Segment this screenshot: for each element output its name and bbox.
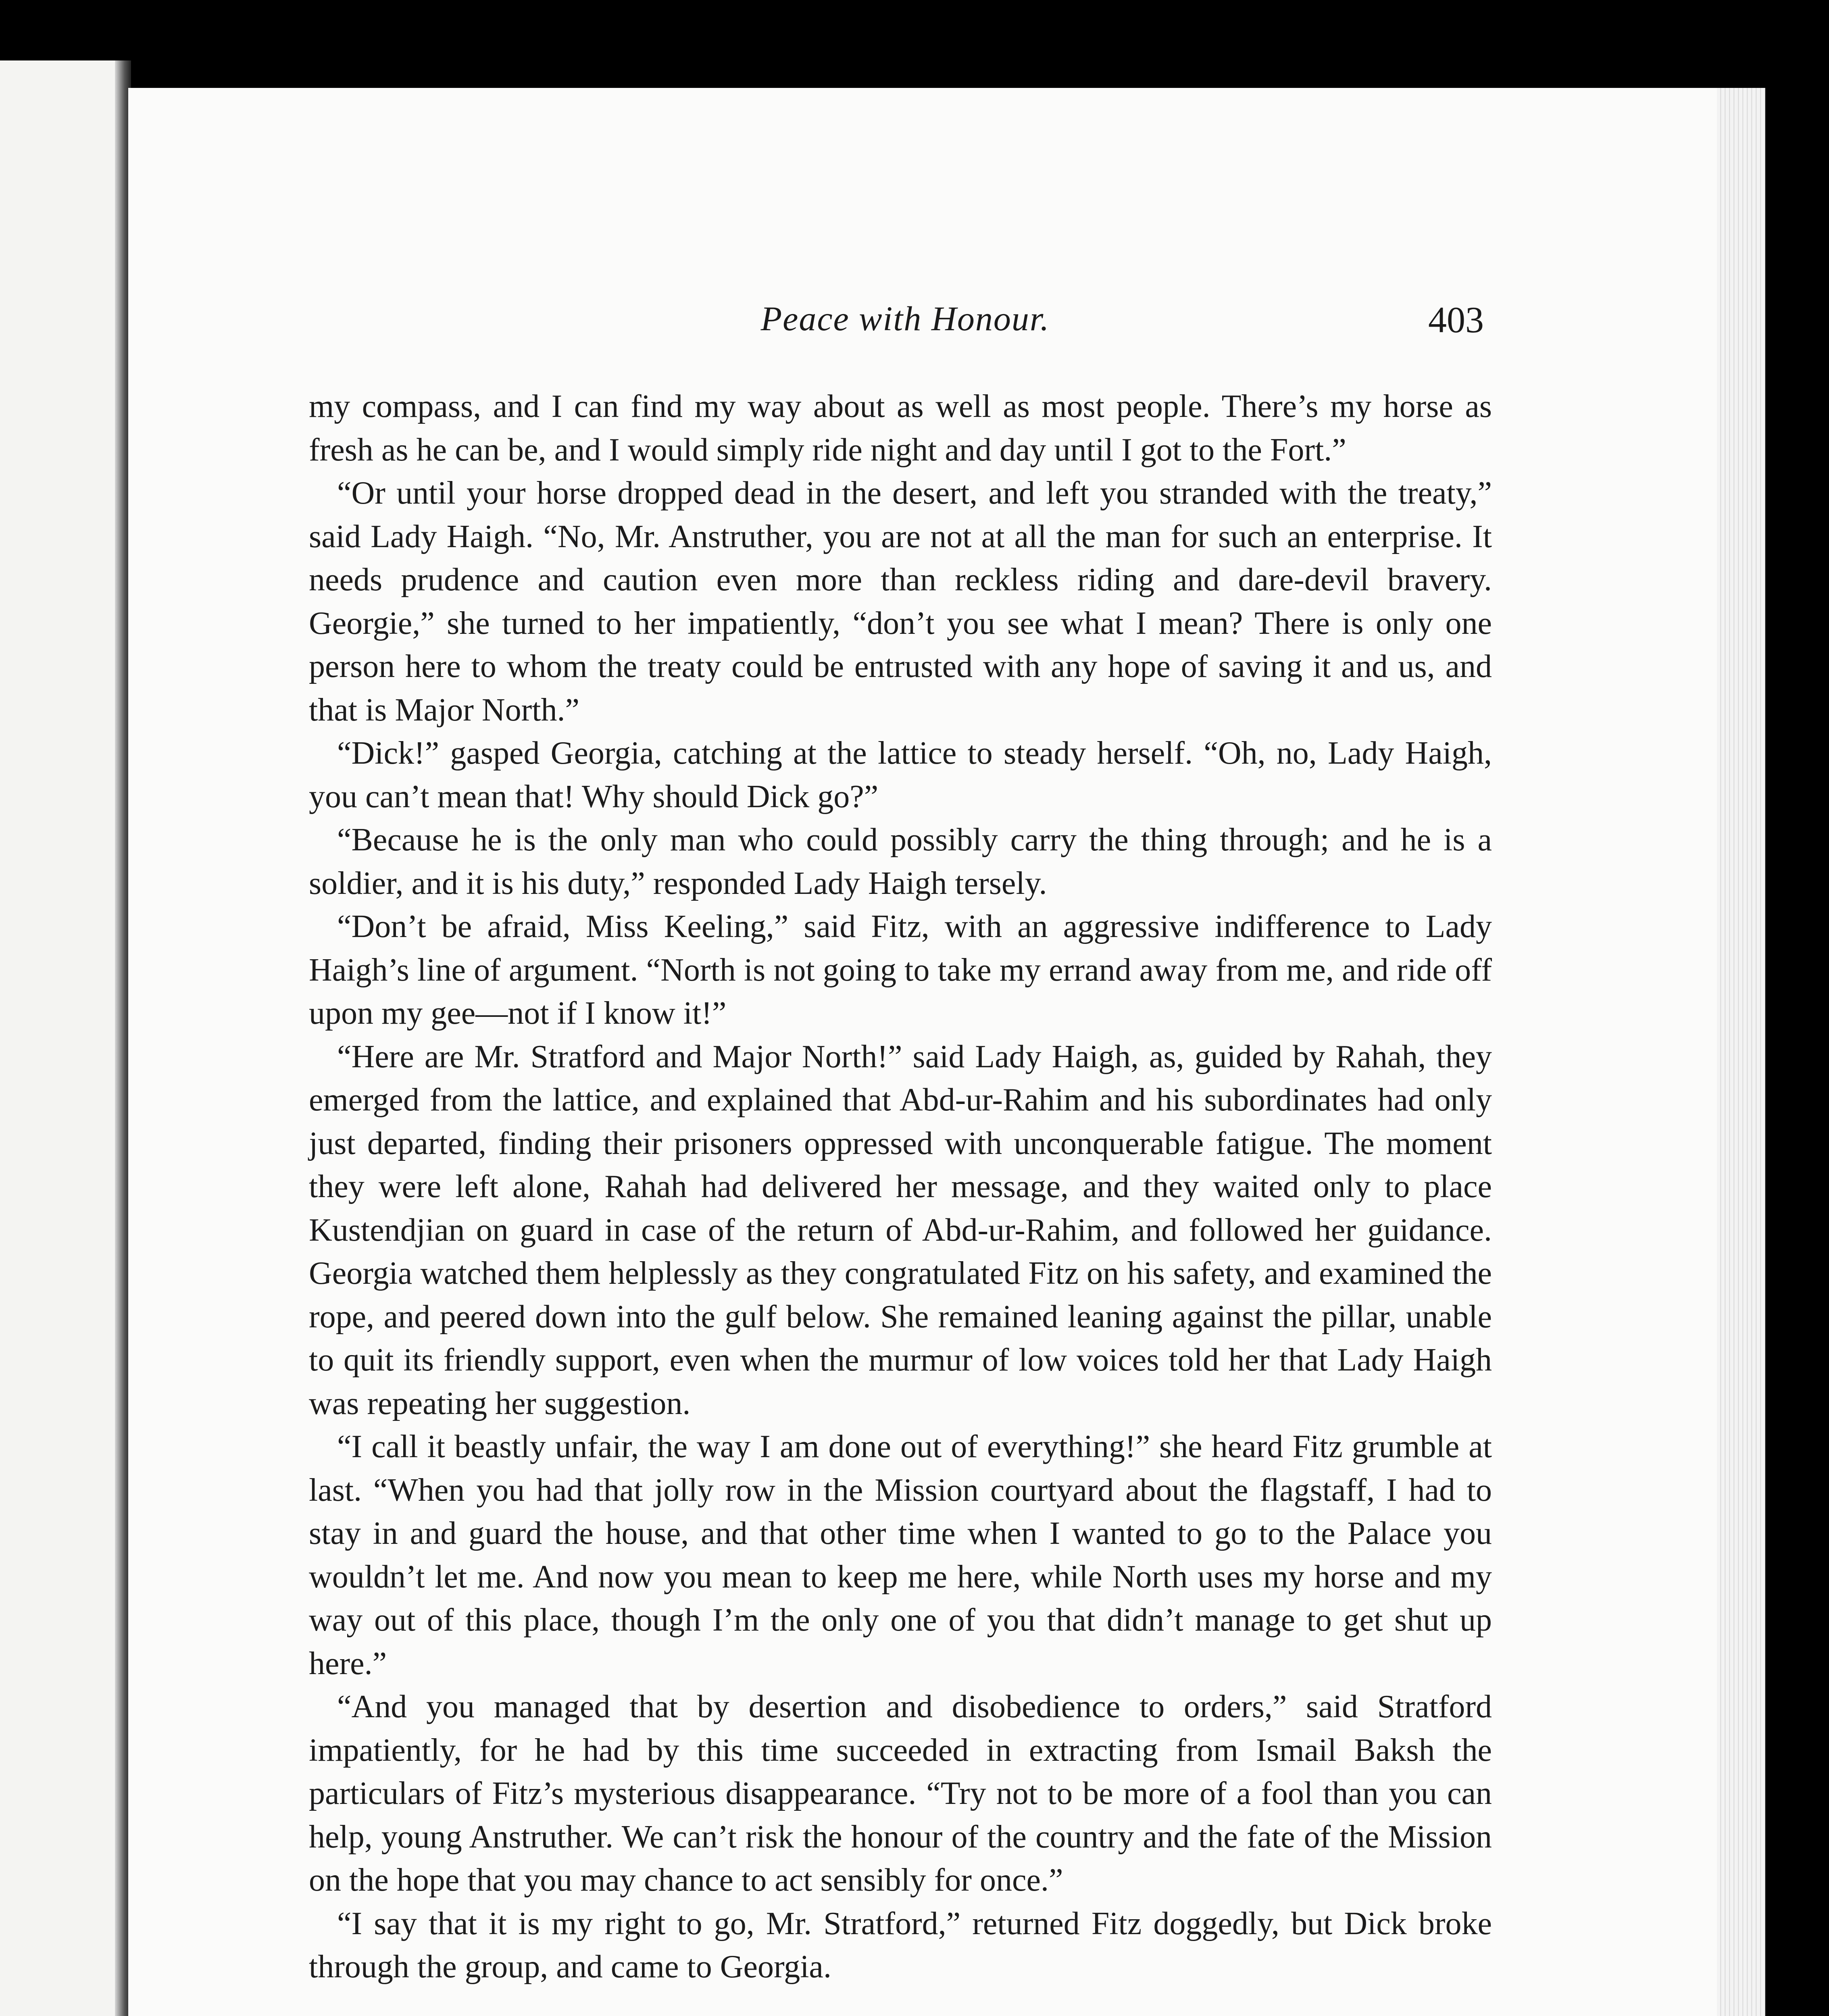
paragraph: “I say that it is my right to go, Mr. Stratford,” returned Fitz doggedly, but Dick broke through the group, and came to Georgia. — [309, 1906, 1492, 1985]
page-header — [310, 298, 1500, 355]
facing-page-edge — [0, 60, 121, 2016]
paragraph: “Don’t be afraid, Miss Keeling,” said Fitz, with an aggressive indifference to Lady Haigh’s line of argument. “North is not going to take my errand away from me, and ride off upon my gee—not if I know it!” — [309, 909, 1492, 1031]
paragraph: “Because he is the only man who could possibly carry the thing through; and he is a soldier, and it is his duty,” responded Lady Haigh tersely. — [309, 822, 1492, 901]
paragraph: “Or until your horse dropped dead in the desert, and left you stranded with the treaty,” said Lady Haigh. “No, Mr. Anstruther, you are not at all the man for such an enterprise. It needs prudence and caution even more than reckless riding and dare-devil bravery. Georgie,” she turned to her impatiently, “don’t you see what I mean? There is only one person here to whom the treaty could be entrusted with any hope of saving it and us, and that is Major North.” — [309, 475, 1492, 728]
body-text — [309, 385, 1492, 1989]
paragraph: my compass, and I can find my way about as well as most people. There’s my horse as fresh as he can be, and I would simply ride night and day until I got to the Fort.” — [309, 389, 1492, 468]
running-head: Peace with Honour. — [760, 299, 1050, 338]
paragraph: “Here are Mr. Stratford and Major North!” said Lady Haigh, as, guided by Rahah, they emerged from the lattice, and explained that Abd-ur-Rahim and his subordinates had only just departed, finding their prisoners oppressed with unconquerable fatigue. The moment they were left alone, Rahah had delivered her message, and they waited only to place Kustendjian on guard in case of the return of Abd-ur-Rahim, and followed her guidance. Georgia watched them helplessly as they congratulated Fitz on his safety, and examined the rope, and peered down into the gulf below. She remained leaning against the pillar, unable to quit its friendly support, even when the murmur of low voices told her that Lady Haigh was repeating her suggestion. — [309, 1039, 1492, 1421]
paragraph: “Dick!” gasped Georgia, catching at the lattice to steady herself. “Oh, no, Lady Haigh, you can’t mean that! Why should Dick go?” — [309, 735, 1492, 814]
page-number: 403 — [1428, 299, 1484, 340]
paragraph: “I call it beastly unfair, the way I am done out of everything!” she heard Fitz grumble at last. “When you had that jolly row in the Mission courtyard about the flagstaff, I had to stay in and guard the house, and that other time when I wanted to go to the Palace you wouldn’t let me. And now you mean to keep me here, while North uses my horse and my way out of this place, though I’m the only one of you that didn’t manage to get shut up here.” — [309, 1429, 1492, 1681]
paragraph: “And you managed that by desertion and disobedience to orders,” said Stratford impatiently, for he had by this time succeeded in extracting from Ismail Baksh the particulars of Fitz’s mysterious disappearance. “Try not to be more of a fool than you can help, young Anstruther. We can’t risk the honour of the country and the fate of the Mission on the hope that you may chance to act sensibly for once.” — [309, 1689, 1492, 1898]
page-edge-stack — [1717, 88, 1765, 2016]
